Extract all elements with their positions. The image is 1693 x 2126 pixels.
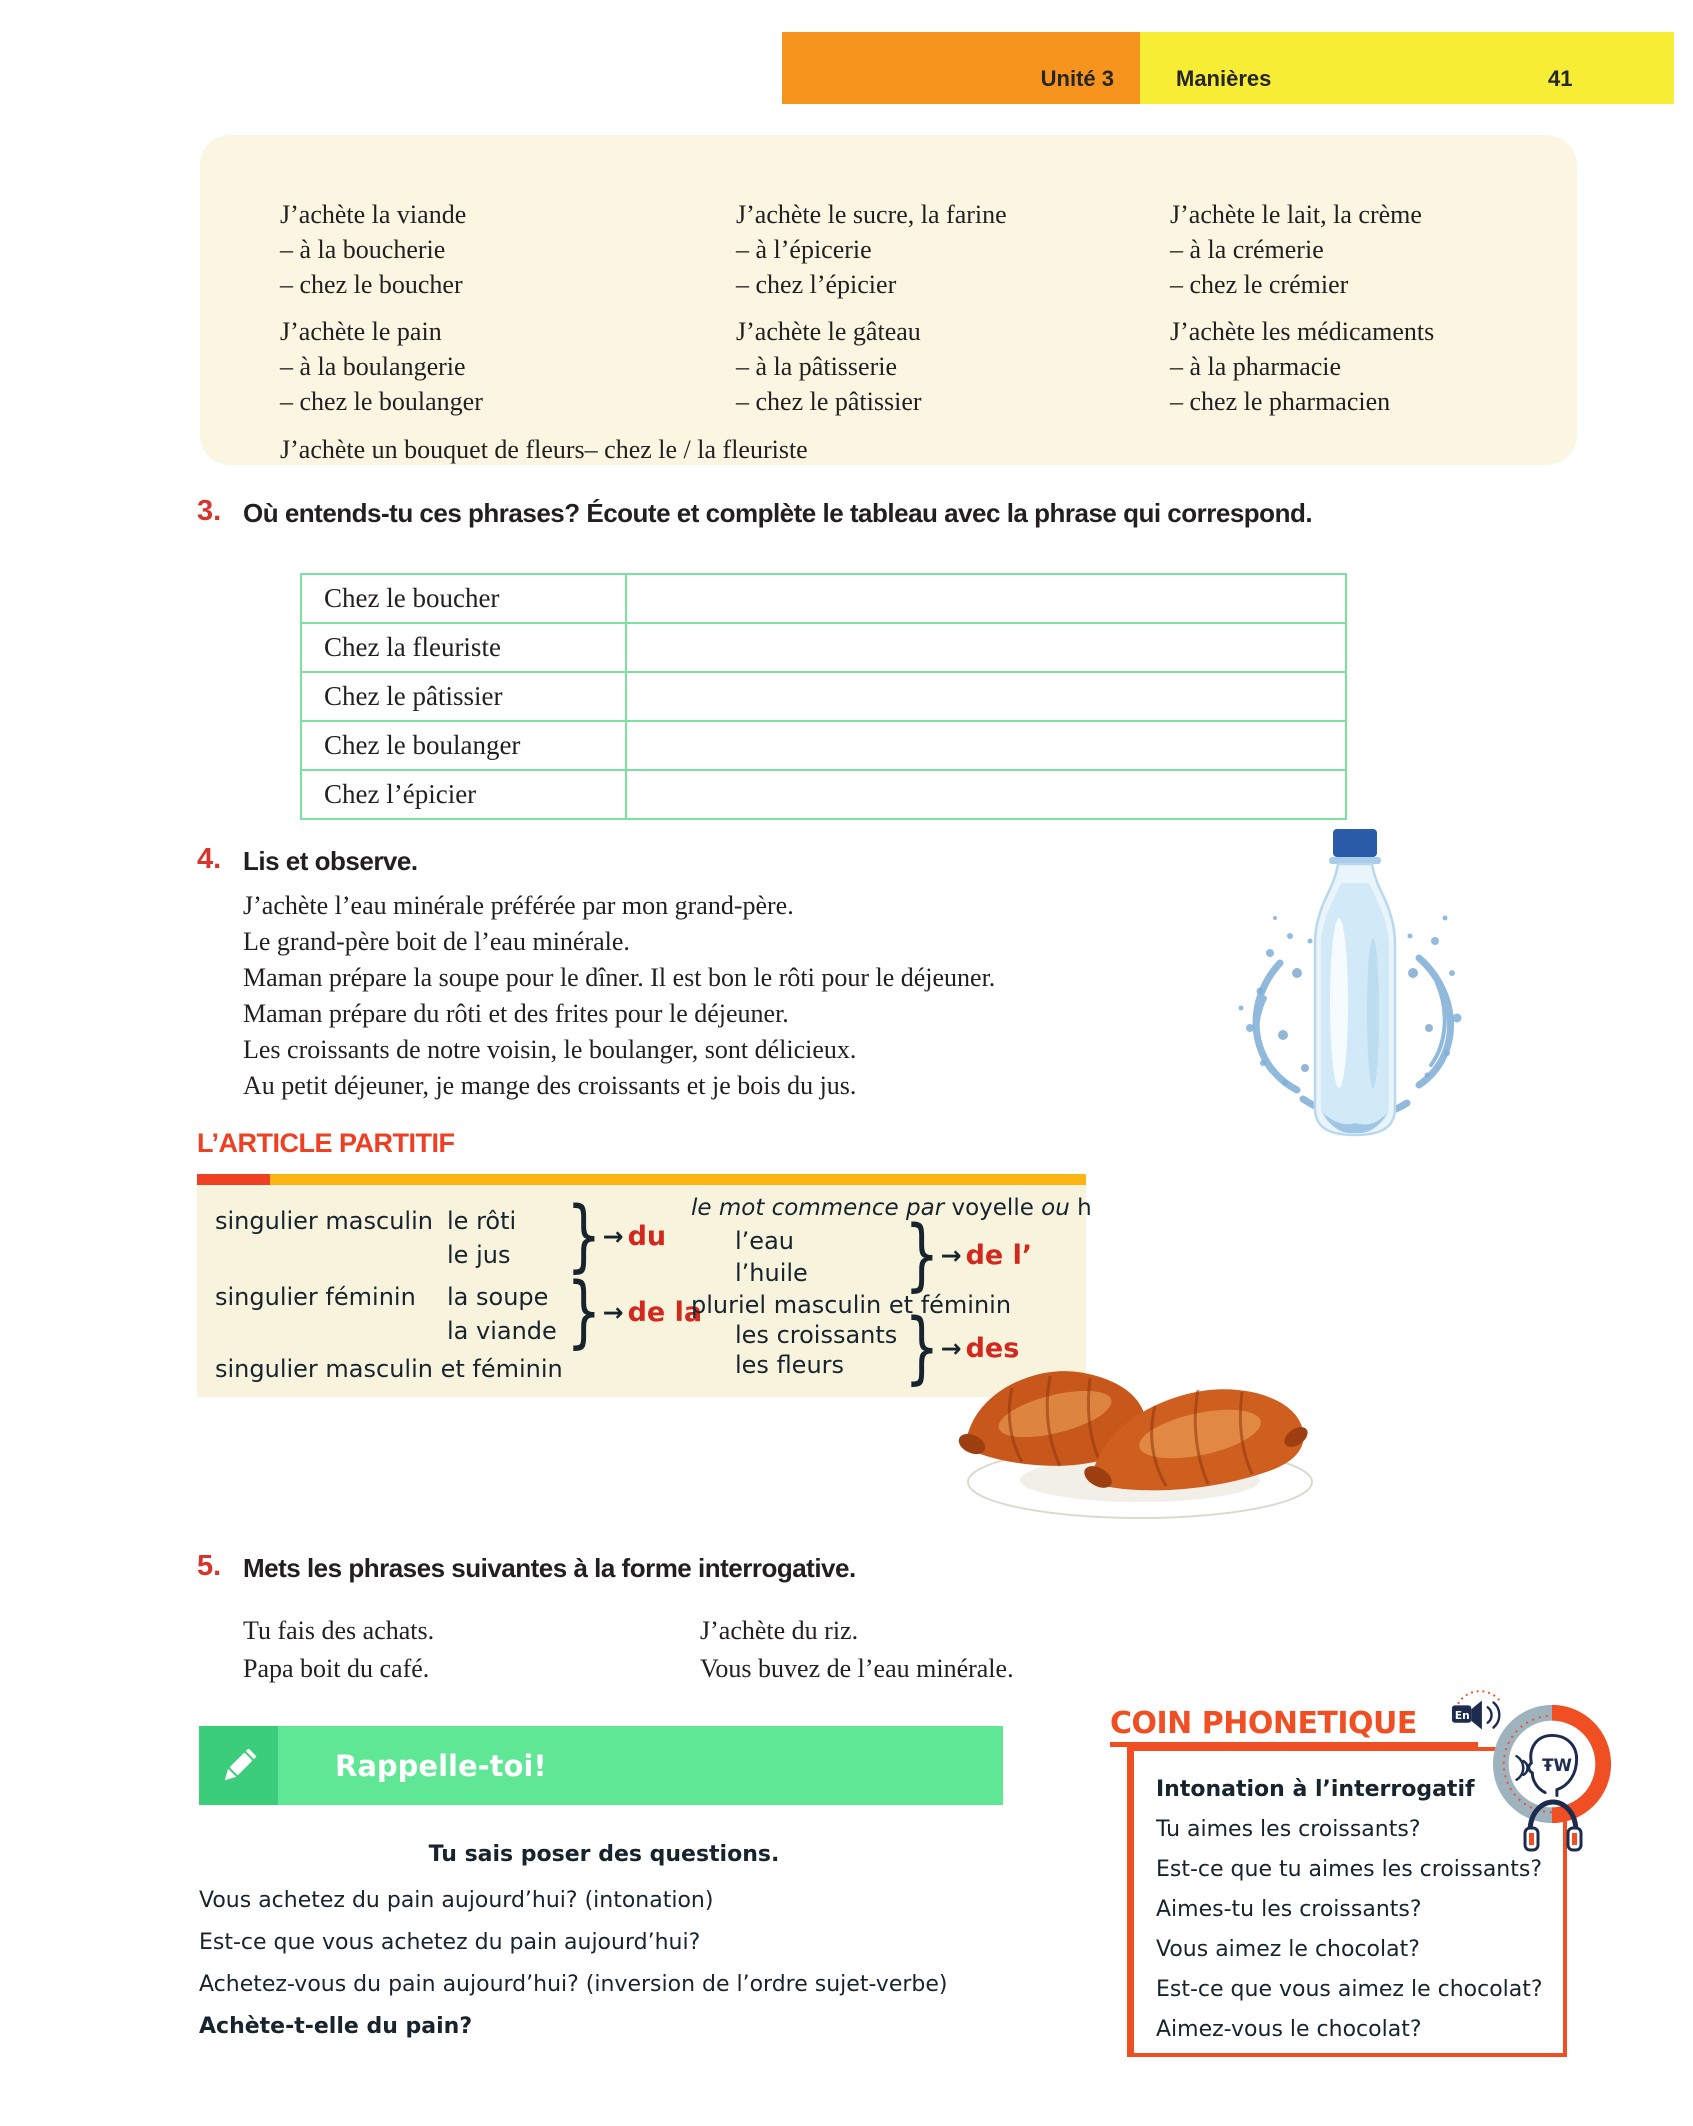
coin-heading: COIN PHONETIQUE [1110,1706,1417,1741]
brace-glyph: } [566,1267,602,1357]
exercise3-number: 3. [197,495,222,527]
phrase-item: – chez l’épicier [736,270,897,299]
rappelle-title: Rappelle-toi! [335,1748,547,1783]
brace-glyph: } [904,1210,940,1300]
brace-glyph: } [566,1191,602,1281]
phrase-item: – chez le boucher [280,270,463,299]
phrase-lead: J’achète les médicaments [1170,317,1435,346]
coin-line: Aimes-tu les croissants? [1156,1897,1422,1922]
partitif-word: l’huile [735,1259,808,1287]
phrase-group [736,197,1166,302]
exercise4-title: Lis et observe. [243,846,418,876]
partitif-word: les fleurs [735,1351,845,1379]
croissants-image [950,1322,1330,1527]
foreign-word-glyph: ŦW [1542,1754,1573,1775]
condition-italic: le mot commence par [691,1195,952,1221]
phrase-item: – à l’épicerie [736,235,872,264]
table-answer-cell [627,624,1345,671]
arrow-icon: → [602,1221,624,1251]
sentence: J’achète du riz. [700,1616,859,1645]
phrase-item: – chez le pâtissier [736,387,922,416]
sentence: Maman prépare du rôti et des frites pour le déjeuner. [243,999,789,1028]
brace-arrow [559,1191,667,1281]
phrase-lead: J’achète le sucre, la farine [736,200,1007,229]
exercise3-title: Où entends-tu ces phrases? Écoute et complète le tableau avec la phrase qui correspond. [243,498,1313,528]
phrase-lead: J’achète le pain [280,317,442,346]
sentence: Papa boit du café. [243,1654,430,1683]
partitif-word: la viande [447,1317,557,1345]
phrase-item: – chez le pharmacien [1170,387,1391,416]
sentence: Les croissants de notre voisin, le boulanger, sont délicieux. [243,1035,857,1064]
phrase-item: – chez le crémier [1170,270,1349,299]
table-row [302,720,1345,769]
exercise5-right-column [700,1612,1014,1688]
partitif-word: l’eau [735,1227,794,1255]
rappelle-banner [199,1726,1003,1805]
phrase-footer: J’achète un bouquet de fleurs– chez le / la fleuriste [280,435,808,464]
table-row [302,622,1345,671]
rappelle-line: Est-ce que vous achetez du pain aujourd’hui? [199,1930,701,1955]
phrase-group [1170,197,1600,302]
phrase-group [1170,314,1600,419]
exercise5-title: Mets les phrases suivantes à la forme interrogative. [243,1553,856,1583]
partitif-divider-bar [197,1174,1086,1185]
phrase-item: – à la boucherie [280,235,446,264]
unit-tab [782,32,1140,104]
pencil-badge [199,1726,278,1805]
phrase-item: – à la boulangerie [280,352,466,381]
sentence: Vous buvez de l’eau minérale. [700,1654,1014,1683]
phrase-lead: J’achète le lait, la crème [1170,200,1422,229]
coin-line: Tu aimes les croissants? [1156,1817,1421,1842]
table-row [302,769,1345,818]
partitif-result: de la [627,1296,703,1328]
arrow-icon: → [940,1240,962,1270]
table-row-label: Chez le boucher [302,575,627,622]
phrases-column [736,197,1166,431]
sentence: Tu fais des achats. [243,1616,435,1645]
phrase-group [280,197,710,302]
partitif-label: singulier masculin et féminin [215,1355,563,1383]
sentence: Au petit déjeuner, je mange des croissants et je bois du jus. [243,1071,857,1100]
rappelle-line: Vous achetez du pain aujourd’hui? (intonation) [199,1888,714,1913]
table-row [302,575,1345,622]
partitif-word: le jus [447,1241,511,1269]
condition-regular: voyelle [951,1195,1042,1221]
brace-glyph: } [904,1303,940,1393]
water-bottle-image [1205,823,1495,1158]
coin-line: Aimez-vous le chocolat? [1156,2017,1422,2042]
phrase-lead: J’achète le gâteau [736,317,921,346]
table-row-label: Chez la fleuriste [302,624,627,671]
phrase-item: – à la pharmacie [1170,352,1342,381]
sentence: Le grand-père boit de l’eau minérale. [243,927,630,956]
table-answer-cell [627,575,1345,622]
phrases-column [280,197,710,431]
partitif-label: pluriel masculin et féminin [691,1291,1012,1319]
shopping-phrases-box [200,135,1577,465]
coin-line: Est-ce que tu aimes les croissants? [1156,1857,1543,1882]
phrase-item: – à la crémerie [1170,235,1324,264]
partitif-word: le rôti [447,1207,517,1235]
table-answer-cell [627,673,1345,720]
condition-italic: ou [1041,1195,1078,1221]
partitif-word: les croissants [735,1321,898,1349]
coin-subtitle: Intonation à l’interrogatif [1156,1777,1475,1802]
condition-regular: h [1077,1195,1092,1221]
rappelle-line-bold: Achète-t-elle du pain? [199,2014,473,2039]
page-number: 41 [1548,66,1573,91]
partitif-label: singulier féminin [215,1283,416,1311]
arrow-icon: → [602,1297,624,1327]
exercise5-number: 5. [197,1550,222,1582]
phrase-lead: J’achète la viande [280,200,467,229]
pencil-icon [216,1743,262,1789]
rappelle-subtitle: Tu sais poser des questions. [428,1842,780,1867]
phrase-group [280,314,710,419]
sentence: Maman prépare la soupe pour le dîner. Il est bon le rôti pour le déjeuner. [243,963,996,992]
unit-label: Unité 3 [1040,66,1114,91]
table-row-label: Chez l’épicier [302,771,627,818]
partitif-label: singulier masculin [215,1207,433,1235]
coin-line: Vous aimez le chocolat? [1156,1937,1420,1962]
exercise5-left-column [243,1612,434,1688]
phrases-column [1170,197,1600,431]
partitif-result: du [627,1220,667,1252]
exercise4-sentences [243,888,995,1104]
speaker-label: En [1454,1708,1470,1722]
exercise3-table [300,573,1347,820]
rappelle-line: Achetez-vous du pain aujourd’hui? (inversion de l’ordre sujet-verbe) [199,1972,948,1997]
chapter-label: Manières [1176,66,1272,91]
chapter-tab [1140,32,1674,104]
exercise4-number: 4. [197,843,222,875]
phrase-item: – chez le boulanger [280,387,483,416]
table-row [302,671,1345,720]
brace-arrow [897,1210,1033,1300]
table-row-label: Chez le pâtissier [302,673,627,720]
partitif-result: des [965,1332,1020,1364]
partitif-word: la soupe [447,1283,549,1311]
partitif-heading: L’ARTICLE PARTITIF [197,1128,455,1158]
headphones-icon [1520,1795,1586,1857]
brace-arrow [559,1267,703,1357]
coin-line: Est-ce que vous aimez le chocolat? [1156,1977,1543,2002]
table-answer-cell [627,771,1345,818]
phrase-item: – à la pâtisserie [736,352,897,381]
phrase-group [736,314,1166,419]
partitif-result: de l’ [965,1239,1033,1271]
sentence: J’achète l’eau minérale préférée par mon grand-père. [243,891,794,920]
table-row-label: Chez le boulanger [302,722,627,769]
table-answer-cell [627,722,1345,769]
arrow-icon: → [940,1333,962,1363]
